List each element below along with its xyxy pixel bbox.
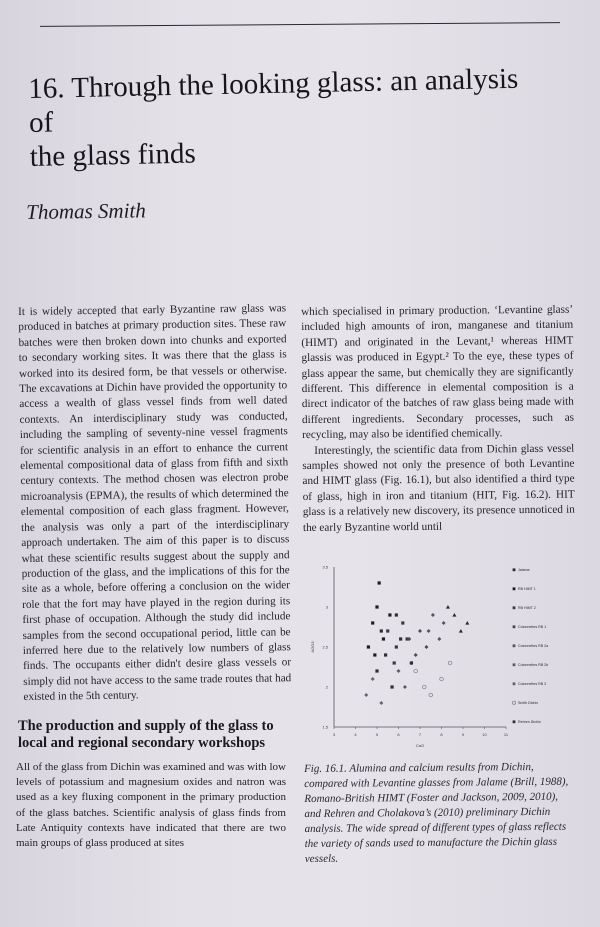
legend-marker <box>513 606 516 609</box>
legend-label: Rehren Dichin <box>518 720 541 724</box>
right-paragraph-2: Interestingly, the scientific data from Dichin glass vessel samples showed not only the presence of both Levantine and HIMT glass (Fig. 16.1), but also identified a third type of glass, high in iron and titanium (HIT, Fig. 16.2). HIT glass is a relatively new discovery, its presence unnoticed in the early Byzantine world until <box>302 442 575 534</box>
legend-marker <box>513 644 516 647</box>
legend-marker <box>512 701 515 704</box>
legend-label: Colonnettes RB 1 <box>518 625 547 629</box>
data-point <box>388 613 391 616</box>
legend-label: RB HIMT 1 <box>518 587 536 591</box>
data-point <box>364 693 368 697</box>
x-tick-label: 6 <box>397 732 400 737</box>
data-point <box>429 693 433 697</box>
legend-label: Colonnettes RB 2a <box>518 644 549 648</box>
data-point <box>393 661 396 664</box>
data-point <box>386 629 389 632</box>
data-point <box>379 701 383 705</box>
data-point <box>395 645 398 648</box>
data-point <box>397 669 401 673</box>
data-point <box>427 629 431 633</box>
y-axis-label: Al2O3 <box>310 641 315 653</box>
data-point <box>440 677 444 681</box>
data-point <box>367 645 370 648</box>
data-point <box>448 661 452 665</box>
x-axis-label: CaO <box>415 743 425 748</box>
data-point <box>459 629 463 633</box>
legend-label: Colonnettes RB 3 <box>518 682 547 686</box>
x-tick-label: 5 <box>375 732 379 737</box>
x-tick-label: 9 <box>461 732 465 737</box>
data-point <box>410 661 413 664</box>
figure-caption: Fig. 16.1. Alumina and calcium results from Dichin, compared with Levantine glasses from Jalame (Brill, 1988), Romano-British HIMT (Foster and Jackson, 2009, 2010), and Rehren and Cholakova’s (2010) preliminary Dichin analysis. The wide spread of different types of glass reflects the variety of sands used to manufacture the Dichin glass vessels. <box>304 760 569 865</box>
x-tick-label: 4 <box>354 732 357 737</box>
left-paragraph: It is widely accepted that early Byzantine raw glass was produced in batches at primary production sites. These raw batches were then broken down into chunks and exported to secondary working sites. It was there that the glass is worked into its desired form, be that vessels or otherwise. The excavations at Dichin have provided the opportunity to access a wealth of glass vessel finds from well dated contexts. An interdisciplinary study was conducted, including the sampling of seventy-nine vessel fragments for scientific analysis in an effort to enhance the current elemental compositional data of glass from fifth and sixth century contexts. The method chosen was electron probe microanalysis (EPMA), the results of which determined the elemental composition of each glass fragment. However, the analysis was only a part of the interdisciplinary approach undertaken. The aim of this paper is to discuss what these scientific results suggest about the supply and production of the glass, and the implications of this for the site as a whole, before offering a conclusion on the wider role that the fort may have played in the region during its first phase of occupation. Although the study did include samples from the second occupational period, little can be inferred here due to the relatively low numbers of glass finds. The occupants either didn't desire glass vessels or simply did not have access to the same trade routes that had existed in the 5th century. <box>18 302 292 704</box>
legend-marker <box>513 587 516 590</box>
data-point <box>431 613 435 617</box>
data-point <box>418 629 422 633</box>
data-point <box>403 685 407 689</box>
data-point <box>380 629 383 632</box>
data-point <box>373 653 376 656</box>
data-point <box>414 653 418 657</box>
scatter-chart <box>306 553 576 753</box>
legend-label: RB HIMT 2 <box>518 606 536 610</box>
section-body <box>16 760 286 851</box>
chapter-title <box>28 61 550 174</box>
data-point <box>399 637 402 640</box>
legend-marker <box>513 682 516 685</box>
author-name: Thomas Smith <box>26 198 146 224</box>
data-point <box>378 581 381 584</box>
data-point <box>452 613 456 617</box>
y-tick-label: 1.5 <box>322 724 328 730</box>
legend-marker <box>513 720 516 723</box>
x-tick-label: 3 <box>332 732 336 737</box>
legend-label: Colonnettes RB 2b <box>518 663 549 667</box>
data-point <box>371 677 375 681</box>
x-tick-label: 10 <box>482 732 487 737</box>
data-point <box>442 621 446 625</box>
y-tick-label: 3 <box>325 604 328 610</box>
y-tick-label: 3.5 <box>322 564 328 570</box>
data-point <box>375 669 378 672</box>
right-column <box>301 303 575 536</box>
figure-16-1 <box>306 553 576 753</box>
x-tick-label: 7 <box>418 732 422 737</box>
y-tick-label: 2.5 <box>322 644 328 650</box>
data-point <box>465 621 469 625</box>
data-point <box>395 613 398 616</box>
legend-label: Smith Dichin <box>518 701 539 705</box>
data-point <box>446 605 450 609</box>
x-tick-label: 11 <box>503 732 509 737</box>
data-point <box>424 645 428 649</box>
data-point <box>437 637 441 641</box>
data-point <box>371 621 374 624</box>
section-heading: The production and supply of the glass to local and regional secondary workshops <box>18 718 274 751</box>
legend-label: Jalame <box>518 568 530 572</box>
left-column <box>18 301 292 705</box>
chapter-title-line2: the glass finds <box>29 137 197 173</box>
data-point <box>414 669 418 673</box>
legend-marker <box>513 568 516 571</box>
chapter-title-line1: 16. Through the looking glass: an analysis of <box>28 62 519 139</box>
y-tick-label: 2 <box>325 684 328 690</box>
data-point <box>384 653 387 656</box>
header-rule <box>40 22 560 27</box>
data-point <box>423 685 427 689</box>
x-tick-label: 8 <box>440 732 443 737</box>
data-point <box>382 637 385 640</box>
section-paragraph: All of the glass from Dichin was examined and was with low levels of potassium and magnesium oxides and natron was used as a key fluxing component in the primary production of the glass batches. Scientific analysis of glass finds from Late Antiquity contexts have indicated that there are two main groups of glass produced at sites <box>16 761 286 850</box>
data-point <box>390 685 393 688</box>
legend-marker <box>513 663 516 666</box>
data-point <box>401 621 404 624</box>
legend-marker <box>513 625 516 628</box>
data-point <box>375 605 378 608</box>
right-paragraph-1: which specialised in primary production. ‘Levantine glass’ included high amounts of iron, manganese and titanium (HIMT) and originated in the Levant,¹ whereas HIMT glassis was produced in Egypt.² To the eye, these types of glass appear the same, but chemically they are significantly different. This difference in elemental composition is a direct indicator of the batches of raw glass being made with different ingredients. Secondary processes, such as recycling, may also be identified chemically. <box>301 303 575 442</box>
